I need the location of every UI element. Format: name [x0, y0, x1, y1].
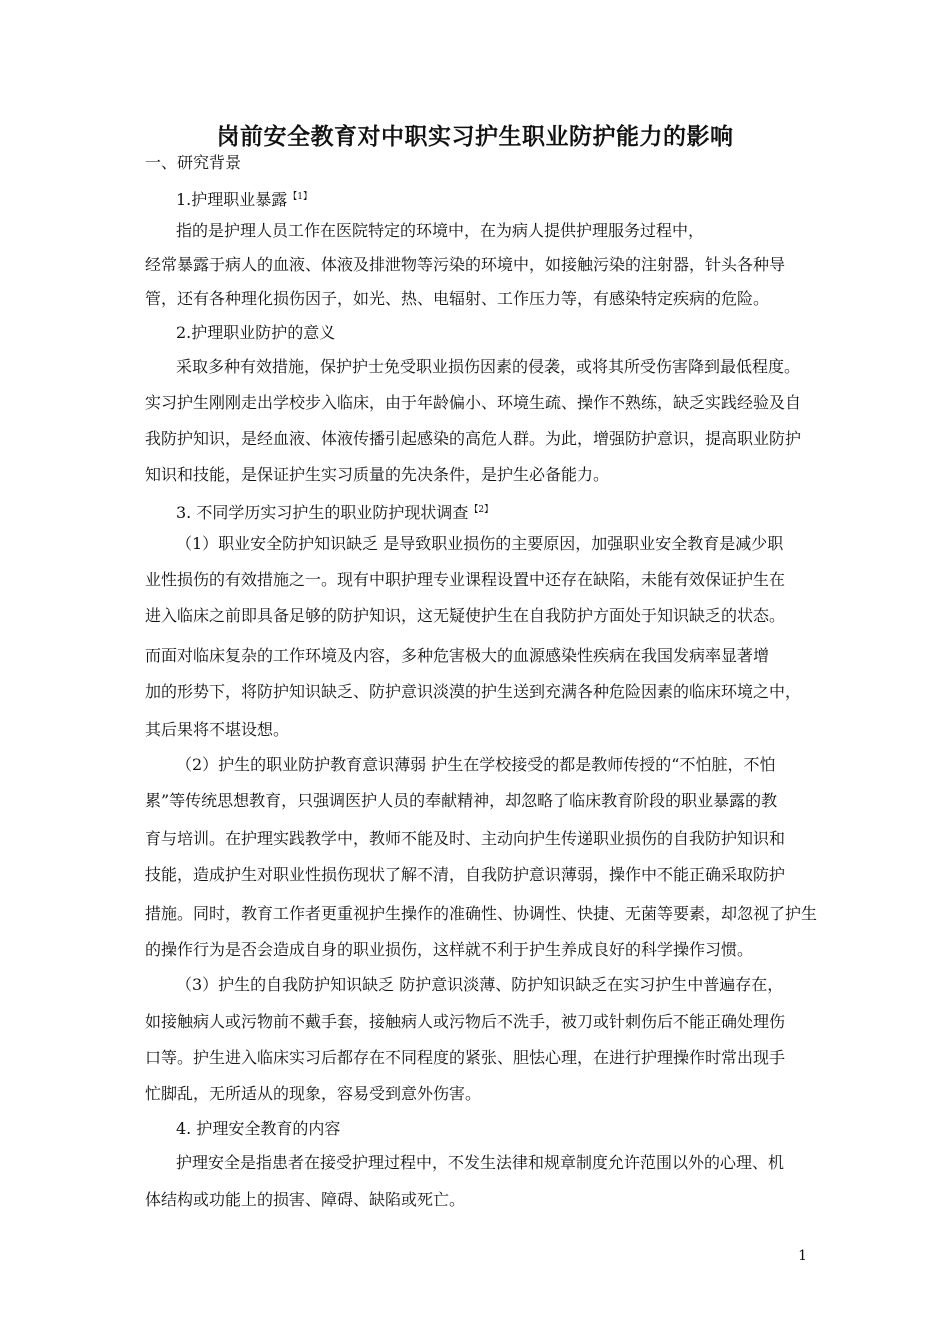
body-line: 加的形势下，将防护知识缺乏、防护意识淡漠的护生送到充满各种危险因素的临床环境之中， [145, 682, 802, 701]
body-line: 护理安全是指患者在接受护理过程中，不发生法律和规章制度允许范围以外的心理、机 [176, 1153, 785, 1172]
body-line: 其后果将不堪设想。 [145, 720, 290, 739]
body-line: 业性损伤的有效措施之一。现有中职护理专业课程设置中还存在缺陷，未能有效保证护生在 [145, 570, 786, 589]
body-line: 育与培训。在护理实践教学中，教师不能及时、主动向护生传递职业损伤的自我防护知识和 [145, 829, 786, 848]
body-line: （2）护生的职业防护教育意识薄弱 护生在学校接受的都是教师传授的“不怕脏，不怕 [176, 755, 776, 774]
citation-ref: 【1】 [288, 192, 313, 202]
body-line: 进入临床之前即具备足够的防护知识，这无疑使护生在自我防护方面处于知识缺乏的状态。 [145, 606, 786, 625]
body-line: 指的是护理人员工作在医院特定的环境中，在为病人提供护理服务过程中， [176, 221, 705, 240]
body-line: 累”等传统思想教育，只强调医护人员的奉献精神，却忽略了临床教育阶段的职业暴露的教 [145, 791, 778, 810]
subheading-line: 2.护理职业防护的意义 [176, 323, 336, 342]
body-line: 的操作行为是否会造成自身的职业损伤，这样就不利于护生养成良好的科学操作习惯。 [145, 940, 754, 959]
body-line: 忙脚乱，无所适从的现象，容易受到意外伤害。 [145, 1084, 482, 1103]
document-title: 岗前安全教育对中职实习护生职业防护能力的影响 [216, 123, 734, 150]
citation-ref: 【2】 [469, 505, 494, 515]
body-line: 体结构或功能上的损害、障碍、缺陷或死亡。 [145, 1190, 466, 1209]
subheading-line: 1.护理职业暴露$^{【1】}$ [176, 190, 313, 209]
body-line: 我防护知识，是经血液、体液传播引起感染的高危人群。为此，增强防护意识，提高职业防护 [145, 429, 802, 448]
body-line: 知识和技能，是保证护生实习质量的先决条件，是护生必备能力。 [145, 465, 610, 484]
body-line: 实习护生刚刚走出学校步入临床，由于年龄偏小、环境生疏、操作不熟练，缺乏实践经验及自 [145, 393, 802, 412]
body-line: 措施。同时，教育工作者更重视护生操作的准确性、协调性、快捷、无菌等要素，却忽视了护生 [145, 904, 818, 923]
body-line: 而面对临床复杂的工作环境及内容，多种危害极大的血源感染性疾病在我国发病率显著增 [145, 646, 770, 665]
body-line: 口等。护生进入临床实习后都存在不同程度的紧张、胆怯心理，在进行护理操作时常出现手 [145, 1048, 786, 1067]
body-line: 管，还有各种理化损伤因子，如光、热、电辐射、工作压力等，有感染特定疾病的危险。 [145, 289, 770, 308]
subheading-line: 3. 不同学历实习护生的职业防护现状调查$^{【2】}$ [176, 503, 494, 522]
body-line: 技能，造成护生对职业性损伤现状了解不清，自我防护意识薄弱，操作中不能正确采取防护 [145, 865, 786, 884]
subheading-line: 4. 护理安全教育的内容 [176, 1119, 341, 1138]
body-line: 如接触病人或污物前不戴手套，接触病人或污物后不洗手，被刀或针刺伤后不能正确处理伤 [145, 1012, 786, 1031]
section-heading: 一、研究背景 [145, 153, 242, 172]
page-number: 1 [798, 1248, 807, 1264]
body-line: （1）职业安全防护知识缺乏 是导致职业损伤的主要原因，加强职业安全教育是减少职 [176, 534, 784, 553]
body-line: 采取多种有效措施，保护护士免受职业损伤因素的侵袭，或将其所受伤害降到最低程度。 [176, 357, 801, 376]
body-line: 经常暴露于病人的血液、体液及排泄物等污染的环境中，如接触污染的注射器，针头各种导 [145, 255, 786, 274]
body-line: （3）护生的自我防护知识缺乏 防护意识淡薄、防护知识缺乏在实习护生中普遍存在， [176, 975, 784, 994]
